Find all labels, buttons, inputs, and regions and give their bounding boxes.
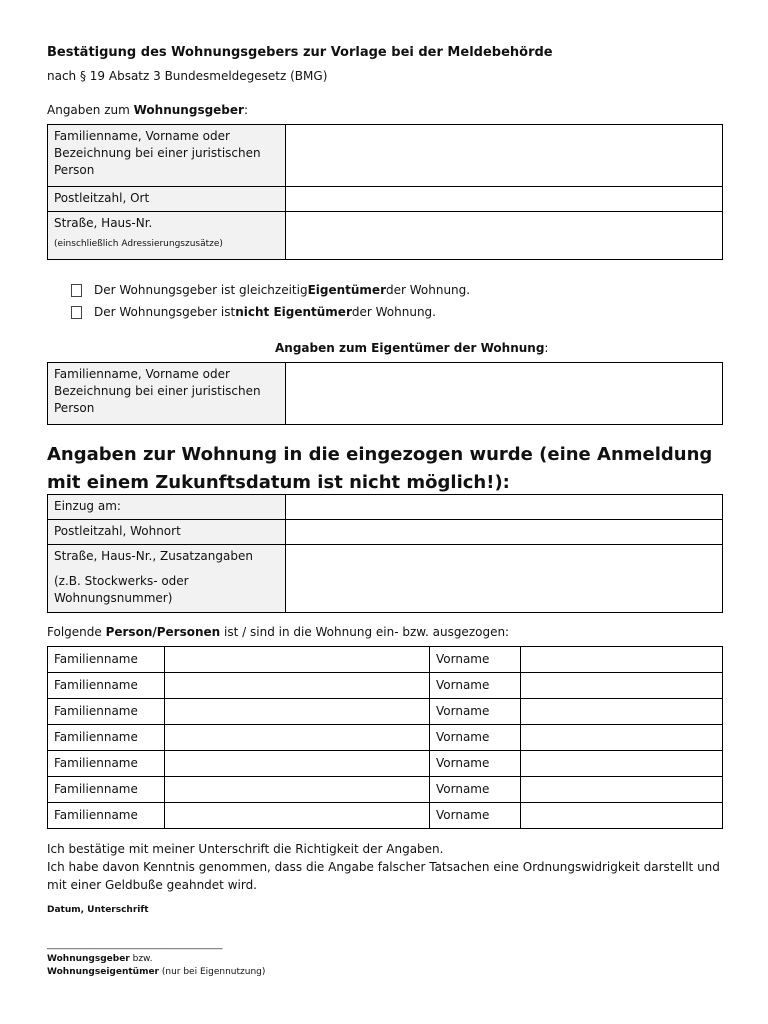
option-owner[interactable]: Der Wohnungsgeber ist gleichzeitig Eigentümer der Wohnung. bbox=[71, 283, 470, 297]
lastname-field[interactable] bbox=[165, 699, 430, 725]
firstname-label: Vorname bbox=[430, 725, 521, 751]
landlord-name-label: Familienname, Vorname oder Bezeichnung bei einer juristischen Person bbox=[48, 125, 286, 187]
firstname-label: Vorname bbox=[430, 751, 521, 777]
apartment-zip-city-field[interactable] bbox=[286, 520, 723, 545]
firstname-field[interactable] bbox=[521, 725, 723, 751]
table-row bbox=[48, 699, 723, 725]
firstname-label: Vorname bbox=[430, 803, 521, 829]
persons-table bbox=[47, 646, 723, 829]
move-in-date-label: Einzug am: bbox=[48, 495, 286, 520]
firstname-field[interactable] bbox=[521, 699, 723, 725]
lastname-field[interactable] bbox=[165, 673, 430, 699]
table-row bbox=[48, 673, 723, 699]
checkbox-not-owner[interactable] bbox=[71, 306, 82, 319]
firstname-field[interactable] bbox=[521, 751, 723, 777]
firstname-label: Vorname bbox=[430, 777, 521, 803]
landlord-zip-city-field[interactable] bbox=[286, 187, 723, 212]
lastname-field[interactable] bbox=[165, 751, 430, 777]
landlord-table bbox=[47, 124, 723, 260]
signature-role-landlord: Wohnungsgeber bzw. bbox=[47, 954, 153, 964]
landlord-street-label: Straße, Haus-Nr. (einschließlich Adressierungszusätze) bbox=[48, 212, 286, 260]
apartment-table bbox=[47, 494, 723, 613]
date-signature-label: Datum, Unterschrift bbox=[47, 905, 149, 915]
firstname-field[interactable] bbox=[521, 673, 723, 699]
apartment-zip-city-label: Postleitzahl, Wohnort bbox=[48, 520, 286, 545]
table-row bbox=[48, 647, 723, 673]
apartment-street-field[interactable] bbox=[286, 545, 723, 613]
form-title: Bestätigung des Wohnungsgebers zur Vorlage bei der Meldebehörde bbox=[47, 45, 553, 60]
apartment-street-label: Straße, Haus-Nr., Zusatzangaben (z.B. Stockwerks- oder Wohnungsnummer) bbox=[48, 545, 286, 613]
lastname-label: Familienname bbox=[48, 673, 165, 699]
owner-heading: Angaben zum Eigentümer der Wohnung: bbox=[275, 341, 549, 355]
landlord-intro: Angaben zum Wohnungsgeber: bbox=[47, 103, 249, 117]
firstname-label: Vorname bbox=[430, 647, 521, 673]
lastname-label: Familienname bbox=[48, 803, 165, 829]
firstname-field[interactable] bbox=[521, 777, 723, 803]
table-row bbox=[48, 803, 723, 829]
lastname-field[interactable] bbox=[165, 647, 430, 673]
firstname-label: Vorname bbox=[430, 673, 521, 699]
owner-name-label: Familienname, Vorname oder Bezeichnung bei einer juristischen Person bbox=[48, 363, 286, 425]
landlord-street-note: (einschließlich Adressierungszusätze) bbox=[54, 239, 223, 249]
signature-role-owner: Wohnungseigentümer (nur bei Eigennutzung) bbox=[47, 967, 266, 977]
apartment-heading: Angaben zur Wohnung in die eingezogen wurde (eine Anmeldung mit einem Zukunftsdatum ist nicht möglich!): bbox=[47, 444, 713, 493]
table-row bbox=[48, 777, 723, 803]
lastname-label: Familienname bbox=[48, 725, 165, 751]
checkbox-owner[interactable] bbox=[71, 284, 82, 297]
landlord-name-field[interactable] bbox=[286, 125, 723, 187]
move-in-date-field[interactable] bbox=[286, 495, 723, 520]
table-row bbox=[48, 751, 723, 777]
form-subtitle: nach § 19 Absatz 3 Bundesmeldegesetz (BMG) bbox=[47, 69, 328, 83]
confirmation-text: Ich bestätige mit meiner Unterschrift die Richtigkeit der Angaben. Ich habe davon Kenntnis genommen, dass die Angabe falscher Tatsachen eine Ordnungswidrigkeit darstellt und mit einer Geldbuße geahndet wird. bbox=[47, 842, 720, 892]
lastname-label: Familienname bbox=[48, 699, 165, 725]
owner-name-field[interactable] bbox=[286, 363, 723, 425]
firstname-label: Vorname bbox=[430, 699, 521, 725]
table-row bbox=[48, 725, 723, 751]
landlord-zip-city-label: Postleitzahl, Ort bbox=[48, 187, 286, 212]
lastname-label: Familienname bbox=[48, 647, 165, 673]
firstname-field[interactable] bbox=[521, 647, 723, 673]
firstname-field[interactable] bbox=[521, 803, 723, 829]
lastname-field[interactable] bbox=[165, 803, 430, 829]
signature-line: _______________________________________ bbox=[47, 940, 223, 950]
lastname-label: Familienname bbox=[48, 751, 165, 777]
lastname-label: Familienname bbox=[48, 777, 165, 803]
lastname-field[interactable] bbox=[165, 777, 430, 803]
owner-table bbox=[47, 362, 723, 425]
option-not-owner[interactable]: Der Wohnungsgeber ist nicht Eigentümer der Wohnung. bbox=[71, 305, 436, 319]
landlord-street-field[interactable] bbox=[286, 212, 723, 260]
lastname-field[interactable] bbox=[165, 725, 430, 751]
apartment-street-note: (z.B. Stockwerks- oder Wohnungsnummer) bbox=[54, 574, 189, 605]
persons-intro: Folgende Person/Personen ist / sind in die Wohnung ein- bzw. ausgezogen: bbox=[47, 625, 510, 639]
